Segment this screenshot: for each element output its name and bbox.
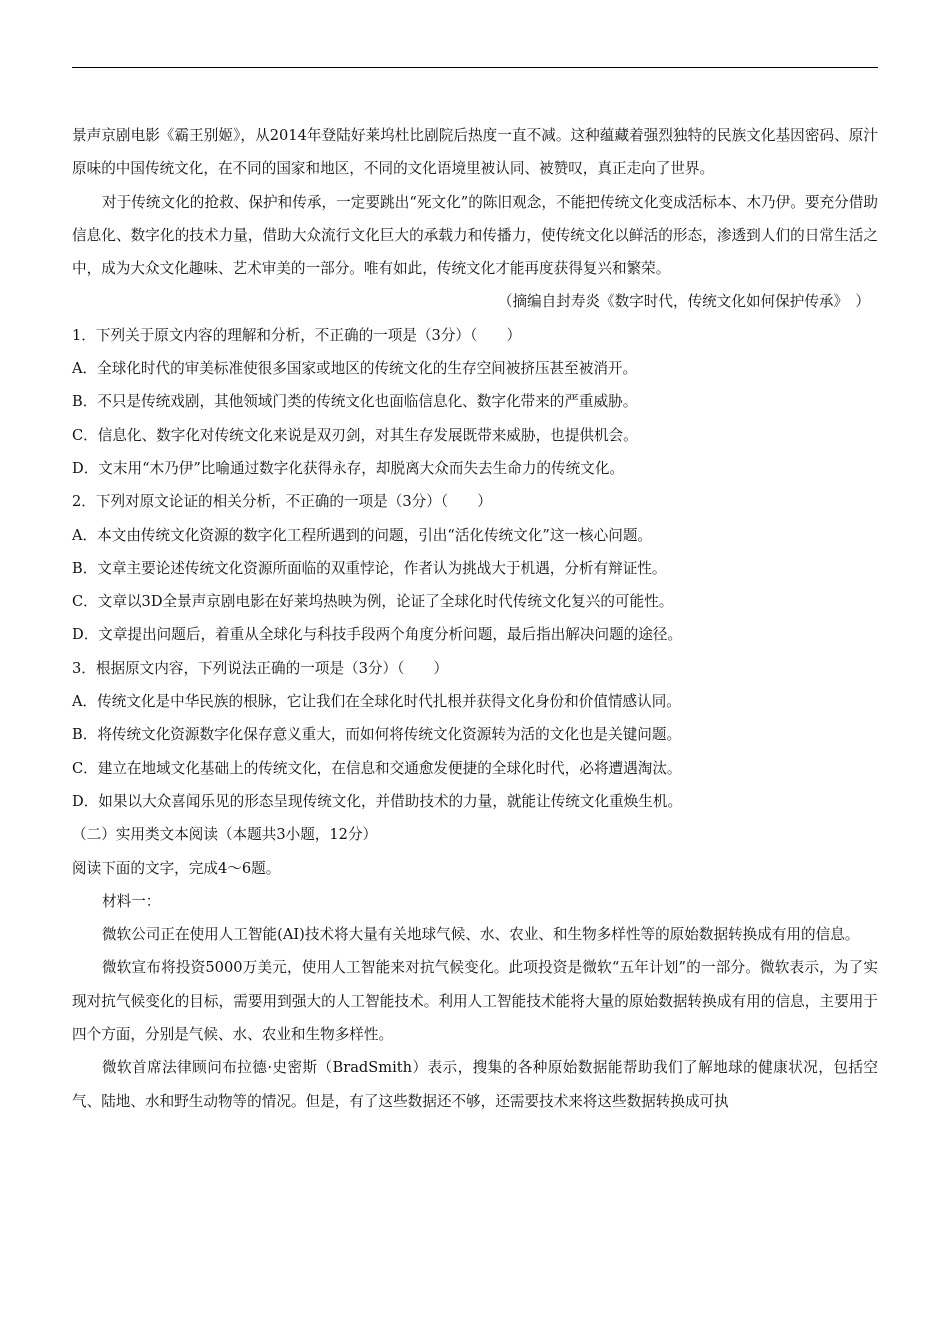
- question-option-d: D．如果以大众喜闻乐见的形态呈现传统文化，并借助技术的力量，就能让传统文化重焕生机。: [72, 792, 683, 810]
- passage-source: （摘编自封寿炎《数字时代，传统文化如何保护传承》 ）: [497, 293, 870, 311]
- section-heading: （二）实用类文本阅读（本题共3小题，12分）: [72, 826, 378, 844]
- question-option-a: A．本文由传统文化资源的数字化工程所遇到的问题，引出“活化传统文化”这一核心问题。: [72, 526, 653, 544]
- question-option-a: A．全球化时代的审美标准使很多国家或地区的传统文化的生存空间被挤压甚至被消开。: [72, 360, 638, 378]
- question-option-c: C．文章以3D全景声京剧电影在好莱坞热映为例，论证了全球化时代传统文化复兴的可能性。: [72, 593, 674, 611]
- question-option-b: B．不只是传统戏剧，其他领域门类的传统文化也面临信息化、数字化带来的严重威胁。: [72, 393, 638, 411]
- question-stem: 2．下列对原文论证的相关分析，不正确的一项是（3分）（ ）: [72, 493, 492, 511]
- question-option-b: B．文章主要论述传统文化资源所面临的双重悖论，作者认为挑战大于机遇，分析有辩证性。: [72, 559, 667, 577]
- document-page: [72, 119, 878, 1118]
- passage-paragraph-1: 景声京剧电影《霸王别姬》，从2014年登陆好莱坞杜比剧院后热度一直不减。这种蕴藏着强烈独特的民族文化基因密码、原汁原味的中国传统文化，在不同的国家和地区，不同的文化语境里被认同、被赞叹，真正走向了世界。: [72, 127, 878, 178]
- question-option-c: C．信息化、数字化对传统文化来说是双刃剑，对其生存发展既带来威胁，也提供机会。: [72, 426, 638, 444]
- section-instruction: 阅读下面的文字，完成4～6题。: [72, 859, 281, 877]
- question-option-b: B．将传统文化资源数字化保存意义重大，而如何将传统文化资源转为活的文化也是关键问题。: [72, 726, 682, 744]
- material-label: 材料一：: [102, 892, 161, 910]
- question-stem: 3．根据原文内容，下列说法正确的一项是（3分）（ ）: [72, 659, 449, 677]
- question-3: [72, 652, 878, 818]
- material-paragraph-1: 微软公司正在使用人工智能(AI)技术将大量有关地球气候、水、农业、和生物多样性等的原始数据转换成有用的信息。: [102, 926, 860, 944]
- material-paragraph-2: 微软宣布将投资5000万美元，使用人工智能来对抗气候变化。此项投资是微软“五年计划”的一部分。微软表示，为了实现对抗气候变化的目标，需要用到强大的人工智能技术。利用人工智能技术能将大量的原始数据转换成有用的信息，主要用于四个方面，分别是气候、水、农业和生物多样性。: [72, 959, 878, 1044]
- question-option-d: D．文末用“木乃伊”比喻通过数字化获得永存，却脱离大众而失去生命力的传统文化。: [72, 459, 625, 477]
- material-paragraph-3: 微软首席法律顾问布拉德·史密斯（BradSmith）表示，搜集的各种原始数据能帮助我们了解地球的健康状况，包括空气、陆地、水和野生动物等的情况。但是，有了这些数据还不够，还需要技术来将这些数据转换成可执: [72, 1059, 878, 1110]
- question-1: [72, 319, 878, 485]
- header-rule: [72, 67, 878, 68]
- passage-paragraph-2: 对于传统文化的抢救、保护和传承，一定要跳出“死文化”的陈旧观念，不能把传统文化变成活标本、木乃伊。要充分借助信息化、数字化的技术力量，借助大众流行文化巨大的承载力和传播力，使传统文化以鲜活的形态，渗透到人们的日常生活之中，成为大众文化趣味、艺术审美的一部分。唯有如此，传统文化才能再度获得复兴和繁荣。: [72, 193, 878, 278]
- question-option-d: D．文章提出问题后，着重从全球化与科技手段两个角度分析问题，最后指出解决问题的途径。: [72, 626, 683, 644]
- question-option-a: A．传统文化是中华民族的根脉，它让我们在全球化时代扎根并获得文化身份和价值情感认同。: [72, 693, 681, 711]
- question-stem: 1．下列关于原文内容的理解和分析，不正确的一项是（3分）（ ）: [72, 326, 522, 344]
- question-2: [72, 485, 878, 651]
- question-option-c: C．建立在地域文化基础上的传统文化，在信息和交通愈发便捷的全球化时代，必将遭遇淘汰。: [72, 759, 682, 777]
